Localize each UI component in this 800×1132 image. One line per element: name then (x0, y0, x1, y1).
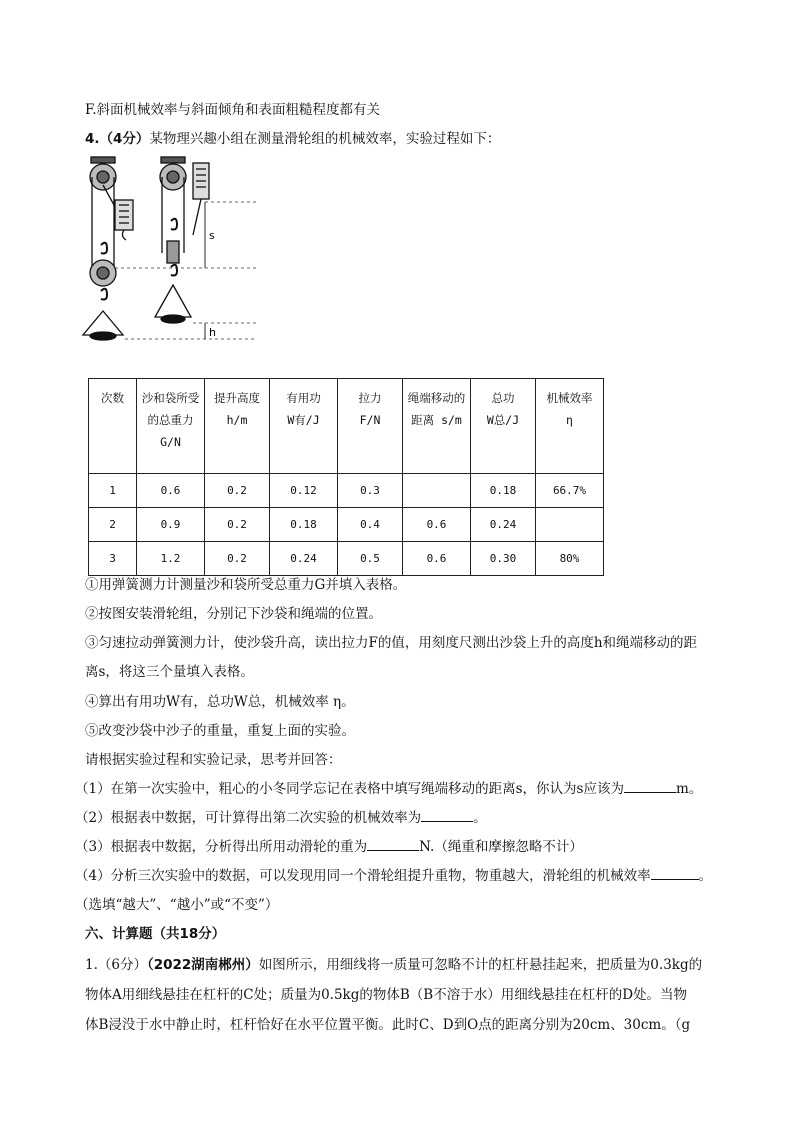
calc-q1-line3: 体B浸没于水中静止时，杠杆恰好在水平位置平衡。此时C、D到O点的距离分别为20cm、30cm。（g (85, 1017, 691, 1033)
table-header-cell (536, 379, 604, 474)
header-line: G/N (160, 435, 181, 449)
table-cell: 0.2 (205, 474, 270, 508)
step-1: ①用弹簧测力计测量沙和袋所受总重力G并填入表格。 (85, 577, 407, 593)
table-cell: 0.4 (338, 508, 403, 542)
table-row (89, 474, 604, 508)
answer-blank-3[interactable] (367, 837, 419, 851)
right-pulley-system (155, 157, 209, 323)
question-number: 4. (85, 131, 100, 147)
table-cell: 0.6 (137, 474, 205, 508)
header-line: F/N (359, 413, 381, 427)
label-s: s (209, 229, 215, 242)
header-line: 绳端移动的 (407, 391, 466, 405)
table-cell: 0.9 (137, 508, 205, 542)
table-cell: 0.6 (403, 508, 471, 542)
header-line: 提升高度 (214, 391, 260, 405)
answer-blank-2[interactable] (421, 808, 473, 822)
header-line: 沙和袋所受 (141, 391, 200, 405)
question-score: （4分） (99, 131, 150, 147)
table-cell: 80% (536, 542, 604, 576)
table-cell: 3 (89, 542, 137, 576)
question-intro: 某物理兴趣小组在测量滑轮组的机械效率，实验过程如下： (149, 131, 501, 147)
left-pulley-system (83, 157, 133, 340)
header-line: h/m (226, 413, 248, 427)
table-header-cell (338, 379, 403, 474)
table-cell: 0.3 (338, 474, 403, 508)
table-cell: 0.6 (403, 542, 471, 576)
pulley-figure (75, 155, 265, 345)
table-cell: 0.24 (471, 508, 536, 542)
table-header-cell (403, 379, 471, 474)
subquestion-2: （2）根据表中数据，可计算得出第二次实验的机械效率为 。 (75, 810, 487, 826)
table-cell: 66.7% (536, 474, 604, 508)
step-2: ②按图安装滑轮组，分别记下沙袋和绳端的位置。 (85, 606, 382, 622)
table-cell: 1.2 (137, 542, 205, 576)
header-line: W总/J (486, 413, 520, 427)
answer-blank-4[interactable] (651, 866, 699, 880)
option-f-text: F.斜面机械效率与斜面倾角和表面粗糙程度都有关 (85, 102, 381, 118)
table-cell: 0.2 (205, 508, 270, 542)
table-cell: 0.5 (338, 542, 403, 576)
section-6-heading: 六、计算题（共18分） (85, 926, 226, 942)
experiment-table (88, 378, 604, 576)
header-line: 的总重力 (147, 413, 194, 427)
header-line: 机械效率 (546, 391, 593, 405)
table-cell: 0.30 (471, 542, 536, 576)
step-4: ④算出有用功W有，总功W总，机械效率 η。 (85, 694, 355, 710)
calc-q1-line1: 1.（6分）（2022湖南郴州）如图所示，用细线将一质量可忽略不计的杠杆悬挂起来，把质量为0.3kg的 (85, 957, 703, 973)
prompt-text: 请根据实验过程和实验记录，思考并回答： (85, 752, 342, 768)
subquestion-4-options: （选填“越大”、“越小”或“不变”） (75, 897, 279, 913)
table-header-cell (137, 379, 205, 474)
table-cell: 1 (89, 474, 137, 508)
header-line: 有用功 (286, 391, 321, 405)
question-4-header (85, 127, 760, 147)
table-cell: 2 (89, 508, 137, 542)
answer-blank-1[interactable] (624, 779, 676, 793)
table-cell (403, 474, 471, 508)
table-header-cell (89, 379, 137, 474)
table-cell: 0.12 (270, 474, 338, 508)
header-line: 距离 s/m (411, 413, 462, 427)
table-row (89, 508, 604, 542)
table-header-cell (471, 379, 536, 474)
table-cell: 0.18 (270, 508, 338, 542)
header-line: η (566, 413, 573, 427)
table-cell: 0.18 (471, 474, 536, 508)
table-header-cell (270, 379, 338, 474)
table-cell (536, 508, 604, 542)
header-line: W有/J (287, 413, 320, 427)
header-line: 总功 (491, 391, 515, 405)
step-3-cont: 离s，将这三个量填入表格。 (85, 664, 254, 680)
subquestion-3: （3）根据表中数据，分析得出所用动滑轮的重为 N.（绳重和摩擦忽略不计） (75, 839, 583, 855)
header-line: 拉力 (358, 391, 382, 405)
header-line: 次数 (101, 391, 124, 405)
step-3: ③匀速拉动弹簧测力计，使沙袋升高，读出拉力F的值，用刻度尺测出沙袋上升的高度h和绳端移动的距 (85, 635, 698, 651)
subquestion-4: （4）分析三次实验中的数据，可以发现用同一个滑轮组提升重物，物重越大，滑轮组的机械效率 。 (75, 868, 713, 884)
subquestion-1: （1）在第一次实验中，粗心的小冬同学忘记在表格中填写绳端移动的距离s，你认为s应该为 m。 (75, 781, 703, 797)
table-row (89, 542, 604, 576)
calc-q1-line2: 物体A用细线悬挂在杠杆的C处；质量为0.5kg的物体B（B不溶于水）用细线悬挂在杠杆的D处。当物 (85, 987, 688, 1003)
table-cell: 0.24 (270, 542, 338, 576)
table-cell: 0.2 (205, 542, 270, 576)
step-5: ⑤改变沙袋中沙子的重量，重复上面的实验。 (85, 723, 355, 739)
table-header-row (89, 379, 604, 474)
table-header-cell (205, 379, 270, 474)
label-h: h (209, 326, 216, 339)
